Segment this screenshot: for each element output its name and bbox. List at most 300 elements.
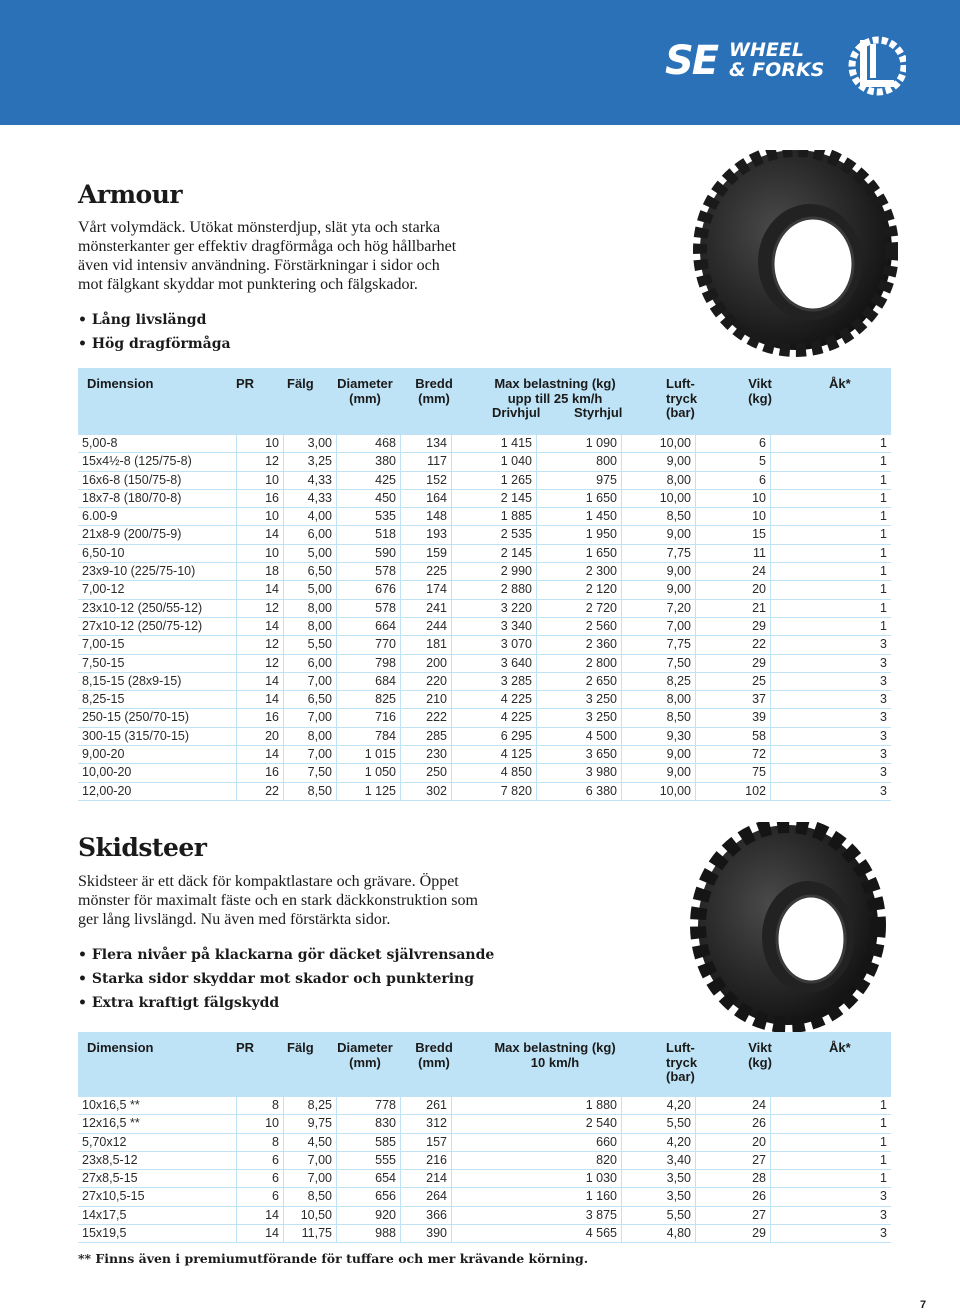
table-cell-text: 5,00 <box>307 545 332 560</box>
table-cell <box>78 673 236 690</box>
table-cell-text: 20 <box>265 728 279 743</box>
table-row <box>78 490 891 508</box>
table-cell <box>78 709 236 726</box>
table-cell-text: 2 540 <box>585 1116 617 1131</box>
table-cell-text: 12 <box>265 454 279 469</box>
table-cell <box>771 709 891 726</box>
table-cell <box>401 783 451 800</box>
table-cell-text: 7,20 <box>666 600 691 615</box>
table-cell-text: 3 875 <box>585 1207 617 1222</box>
table-cell <box>622 728 695 745</box>
table-cell-text: 8,00 <box>666 472 691 487</box>
table-cell-text: 2 880 <box>500 582 532 597</box>
table-cell <box>452 1225 621 1242</box>
armour-table-body <box>78 435 891 801</box>
table-cell-text: 3 <box>880 1226 887 1241</box>
table-cell <box>452 728 536 745</box>
armour-description <box>78 218 456 294</box>
table-cell <box>622 1207 695 1224</box>
table-cell <box>537 655 621 672</box>
table-cell <box>237 764 283 781</box>
table-cell-text: 9,00-20 <box>82 747 125 762</box>
table-cell <box>237 490 283 507</box>
table-cell <box>237 1097 283 1114</box>
col-lufttryck <box>666 1041 697 1085</box>
table-cell-text: 3,50 <box>666 1189 691 1204</box>
table-cell-text: 1 415 <box>500 436 532 450</box>
table-cell-text: 23x10-12 (250/55-12) <box>82 600 203 615</box>
table-cell-text: 11,75 <box>301 1226 332 1241</box>
table-cell <box>337 655 400 672</box>
table-row <box>78 472 891 490</box>
table-cell-text: 7,50 <box>666 655 691 670</box>
table-cell-text: 10,00-20 <box>82 765 132 780</box>
table-cell <box>401 1152 451 1169</box>
table-cell <box>452 1170 621 1187</box>
table-cell-text: 16 <box>265 765 279 780</box>
table-cell-text: 6 380 <box>585 783 617 798</box>
table-cell <box>401 563 451 580</box>
armour-desc-line: Vårt volymdäck. Utökat mönsterdjup, slät yta och starka <box>78 219 441 236</box>
table-cell-text: 14 <box>265 673 279 688</box>
col-ak: Åk* <box>829 376 851 391</box>
table-cell-text: 7,50 <box>307 765 332 780</box>
table-cell-text: 578 <box>375 600 396 615</box>
table-cell-text: 4,50 <box>307 1134 332 1149</box>
table-cell <box>622 1225 695 1242</box>
table-cell <box>78 764 236 781</box>
table-cell <box>771 691 891 708</box>
table-cell-text: 8 <box>272 1134 279 1149</box>
table-cell-text: 366 <box>426 1207 447 1222</box>
table-cell-text: 27x10,5-15 <box>82 1189 145 1204</box>
table-cell-text: 3 980 <box>585 765 617 780</box>
table-cell <box>622 746 695 763</box>
table-cell-text: 214 <box>426 1171 447 1186</box>
table-cell-text: 1 <box>880 509 887 524</box>
col-vikt-label: Vikt <box>748 1040 772 1055</box>
table-cell-text: 1 880 <box>585 1098 617 1112</box>
table-cell <box>452 691 536 708</box>
table-cell-text: 14 <box>265 1207 279 1222</box>
footnote: ** Finns även i premiumutförande för tuffare och mer krävande körning. <box>78 1251 589 1266</box>
skidsteer-bullet: • Extra kraftigt fälgskydd <box>78 991 494 1015</box>
table-cell-text: 241 <box>426 600 447 615</box>
table-cell <box>696 1225 770 1242</box>
table-cell-text: 7,00 <box>307 673 332 688</box>
table-cell <box>622 618 695 635</box>
table-cell-text: 1 015 <box>364 747 396 762</box>
table-cell-text: 656 <box>375 1189 396 1204</box>
table-cell <box>337 1115 400 1132</box>
table-cell-text: 664 <box>375 618 396 633</box>
table-cell <box>78 508 236 525</box>
table-cell <box>696 636 770 653</box>
table-cell-text: 8,25 <box>307 1098 332 1112</box>
table-cell <box>237 1134 283 1151</box>
table-cell <box>78 1225 236 1242</box>
logo-wheel: WHEEL <box>729 39 804 61</box>
table-cell <box>237 618 283 635</box>
table-cell-text: 4 225 <box>500 692 532 707</box>
table-cell-text: 1 <box>880 1152 887 1167</box>
table-cell-text: 1 160 <box>585 1189 617 1204</box>
table-cell-text: 6 <box>759 472 766 487</box>
table-cell-text: 117 <box>427 454 447 469</box>
table-cell <box>401 472 451 489</box>
table-cell <box>452 508 536 525</box>
table-cell <box>78 1134 236 1151</box>
table-cell-text: 830 <box>375 1116 396 1131</box>
table-row <box>78 508 891 526</box>
table-cell-text: 8,00 <box>307 600 332 615</box>
table-cell-text: 16x6-8 (150/75-8) <box>82 472 182 487</box>
table-cell-text: 518 <box>375 527 396 542</box>
table-cell-text: 6,50 <box>307 564 332 579</box>
table-cell-text: 220 <box>426 673 447 688</box>
table-cell-text: 8,50 <box>666 509 691 524</box>
table-row <box>78 728 891 746</box>
table-cell-text: 3 <box>880 747 887 762</box>
table-cell <box>337 1134 400 1151</box>
table-cell <box>622 581 695 598</box>
table-cell-text: 261 <box>426 1098 447 1112</box>
table-cell-text: 1 <box>880 618 887 633</box>
table-cell <box>696 655 770 672</box>
table-cell-text: 4,33 <box>307 472 332 487</box>
table-cell-text: 244 <box>426 618 447 633</box>
table-cell-text: 5,00 <box>307 582 332 597</box>
col-luft-1: Luft- <box>666 376 695 391</box>
table-cell <box>452 490 536 507</box>
table-cell-text: 8 <box>272 1098 279 1112</box>
table-cell-text: 12 <box>265 600 279 615</box>
table-cell-text: 7,00-15 <box>82 637 125 652</box>
col-diameter-unit: (mm) <box>349 1054 381 1070</box>
table-cell-text: 654 <box>375 1171 396 1186</box>
table-cell-text: 193 <box>426 527 447 542</box>
table-cell <box>452 453 536 470</box>
table-cell <box>337 673 400 690</box>
table-cell <box>696 435 770 452</box>
table-cell-text: 10 <box>265 436 279 450</box>
table-cell-text: 12 <box>265 655 279 670</box>
col-vikt <box>744 377 776 406</box>
table-cell <box>452 1152 621 1169</box>
table-cell-text: 7,00 <box>307 747 332 762</box>
table-cell <box>401 1134 451 1151</box>
table-cell-text: 3 340 <box>500 618 532 633</box>
table-cell <box>78 655 236 672</box>
table-cell-text: 10,00 <box>659 490 691 505</box>
table-cell-text: 1 885 <box>500 509 532 524</box>
table-cell-text: 2 560 <box>585 618 617 633</box>
table-cell <box>401 655 451 672</box>
table-row <box>78 545 891 563</box>
table-cell <box>622 1134 695 1151</box>
table-cell <box>284 691 336 708</box>
table-cell <box>337 600 400 617</box>
table-cell <box>401 508 451 525</box>
table-cell <box>284 728 336 745</box>
col-luft-3: (bar) <box>666 1069 695 1084</box>
table-cell-text: 14 <box>265 692 279 707</box>
table-cell-text: 14 <box>265 1226 279 1241</box>
table-row <box>78 1225 891 1243</box>
table-cell <box>237 508 283 525</box>
table-cell <box>284 545 336 562</box>
table-cell <box>401 1170 451 1187</box>
table-cell-text: 1 265 <box>500 472 532 487</box>
table-cell <box>452 636 536 653</box>
table-cell <box>284 673 336 690</box>
col-bredd-label: Bredd <box>415 1040 453 1055</box>
table-cell <box>337 545 400 562</box>
table-cell <box>771 783 891 800</box>
table-cell <box>401 728 451 745</box>
table-cell <box>537 563 621 580</box>
table-cell-text: 27x8,5-15 <box>82 1171 138 1186</box>
header-band <box>0 0 960 125</box>
table-cell-text: 3 <box>880 1207 887 1222</box>
table-cell <box>452 563 536 580</box>
table-cell-text: 8,15-15 (28x9-15) <box>82 673 182 688</box>
table-row <box>78 1134 891 1152</box>
table-cell <box>401 600 451 617</box>
table-cell <box>622 691 695 708</box>
col-vikt <box>744 1041 776 1070</box>
table-cell <box>237 435 283 452</box>
table-cell <box>78 472 236 489</box>
table-cell-text: 28 <box>752 1171 766 1186</box>
table-cell <box>284 1225 336 1242</box>
table-cell-text: 7,00 <box>666 618 691 633</box>
table-cell <box>537 435 621 452</box>
table-cell <box>284 618 336 635</box>
table-cell-text: 5,00-8 <box>82 436 118 450</box>
table-cell-text: 15x19,5 <box>82 1226 127 1241</box>
table-cell <box>78 783 236 800</box>
table-cell <box>622 435 695 452</box>
table-cell-text: 15x4½-8 (125/75-8) <box>82 454 192 469</box>
table-cell-text: 425 <box>375 472 396 487</box>
brand-logo <box>665 36 925 96</box>
table-cell-text: 225 <box>426 564 447 579</box>
table-cell <box>771 618 891 635</box>
table-cell-text: 535 <box>375 509 396 524</box>
table-cell-text: 800 <box>596 454 617 469</box>
table-cell <box>78 1097 236 1114</box>
table-cell-text: 11 <box>753 545 766 560</box>
table-cell <box>696 673 770 690</box>
table-cell-text: 27 <box>752 1207 766 1222</box>
skidsteer-title: Skidsteer <box>78 833 207 862</box>
table-cell-text: 12 <box>265 637 279 652</box>
armour-title: Armour <box>78 180 183 209</box>
table-cell-text: 3 250 <box>585 710 617 725</box>
table-cell-text: 4,20 <box>666 1134 691 1149</box>
table-row <box>78 1097 891 1115</box>
table-cell <box>78 1207 236 1224</box>
table-cell <box>284 600 336 617</box>
table-cell-text: 58 <box>752 728 766 743</box>
table-cell <box>537 600 621 617</box>
table-cell-text: 6 295 <box>500 728 532 743</box>
table-cell-text: 222 <box>426 710 447 725</box>
table-cell-text: 8,00 <box>307 618 332 633</box>
table-row <box>78 709 891 727</box>
table-cell <box>452 764 536 781</box>
table-cell <box>337 636 400 653</box>
col-max-sub: upp till 25 km/h <box>507 390 603 406</box>
table-cell <box>696 618 770 635</box>
table-cell <box>237 581 283 598</box>
table-row <box>78 691 891 709</box>
col-diameter-unit: (mm) <box>349 390 381 406</box>
table-cell <box>537 508 621 525</box>
table-cell <box>696 453 770 470</box>
table-cell <box>284 1170 336 1187</box>
table-cell <box>337 472 400 489</box>
table-cell <box>622 1097 695 1114</box>
col-max-belastning <box>480 1041 630 1070</box>
table-cell <box>771 1115 891 1132</box>
table-cell-text: 975 <box>596 472 617 487</box>
table-cell <box>537 691 621 708</box>
table-cell <box>771 1134 891 1151</box>
col-bredd <box>408 1041 460 1070</box>
table-cell <box>337 691 400 708</box>
col-drivhjul: Drivhjul <box>492 405 541 420</box>
table-cell-text: 164 <box>426 490 447 505</box>
table-cell-text: 200 <box>426 655 447 670</box>
skidsteer-bullets <box>78 943 494 1015</box>
table-cell <box>622 490 695 507</box>
table-cell-text: 9,30 <box>666 728 691 743</box>
table-cell-text: 784 <box>375 728 396 743</box>
table-cell <box>696 545 770 562</box>
table-cell <box>401 746 451 763</box>
table-cell-text: 250-15 (250/70-15) <box>82 710 190 725</box>
table-cell-text: 3 285 <box>500 673 532 688</box>
col-vikt-unit: (kg) <box>748 1054 772 1070</box>
table-cell-text: 1 <box>880 527 887 542</box>
table-cell <box>622 563 695 580</box>
table-cell-text: 9,75 <box>307 1116 332 1131</box>
table-cell-text: 7,00 <box>307 1171 332 1186</box>
table-cell-text: 3 250 <box>585 692 617 707</box>
table-cell-text: 2 535 <box>500 527 532 542</box>
table-cell-text: 468 <box>375 436 396 450</box>
table-cell <box>337 490 400 507</box>
table-cell-text: 590 <box>375 545 396 560</box>
table-cell <box>537 764 621 781</box>
table-cell-text: 26 <box>752 1189 766 1204</box>
table-cell <box>622 472 695 489</box>
table-cell-text: 26 <box>752 1116 766 1131</box>
table-cell <box>771 746 891 763</box>
col-dimension: Dimension <box>87 376 154 391</box>
table-cell <box>237 526 283 543</box>
table-cell-text: 9,00 <box>666 582 691 597</box>
table-row <box>78 563 891 581</box>
logo-tire-fork-icon <box>848 36 906 96</box>
table-cell <box>337 783 400 800</box>
table-cell-text: 3 <box>880 765 887 780</box>
table-cell-text: 152 <box>426 472 447 487</box>
table-row <box>78 435 891 453</box>
table-cell-text: 14 <box>265 582 279 597</box>
table-cell-text: 390 <box>426 1226 447 1241</box>
table-cell <box>696 1152 770 1169</box>
table-cell <box>78 691 236 708</box>
table-cell-text: 10,50 <box>300 1207 332 1222</box>
table-cell <box>452 545 536 562</box>
table-cell-text: 9,00 <box>666 765 691 780</box>
table-cell <box>537 728 621 745</box>
col-pr: PR <box>236 376 255 391</box>
table-cell-text: 8,00 <box>307 728 332 743</box>
table-cell-text: 2 990 <box>500 564 532 579</box>
table-cell-text: 1 <box>880 436 887 450</box>
table-cell-text: 6 <box>759 436 766 450</box>
table-cell <box>401 1225 451 1242</box>
table-cell-text: 1 040 <box>500 454 532 469</box>
table-cell <box>452 655 536 672</box>
table-cell <box>284 563 336 580</box>
table-cell <box>337 1097 400 1114</box>
table-cell-text: 676 <box>375 582 396 597</box>
table-cell <box>401 526 451 543</box>
table-cell-text: 14 <box>265 618 279 633</box>
table-cell-text: 75 <box>752 765 766 780</box>
table-cell <box>696 1170 770 1187</box>
table-cell <box>401 709 451 726</box>
table-cell <box>401 453 451 470</box>
table-cell <box>696 1097 770 1114</box>
table-cell-text: 3 640 <box>500 655 532 670</box>
col-max-belastning <box>480 377 630 406</box>
table-cell <box>237 673 283 690</box>
table-cell-text: 20 <box>752 582 766 597</box>
table-cell-text: 27 <box>752 1152 766 1167</box>
table-cell-text: 148 <box>426 509 447 524</box>
table-cell-text: 716 <box>375 710 396 725</box>
table-cell <box>696 508 770 525</box>
table-cell-text: 3 <box>880 710 887 725</box>
table-cell-text: 1 <box>880 545 887 560</box>
table-cell <box>696 1115 770 1132</box>
table-cell-text: 4 850 <box>500 765 532 780</box>
table-cell <box>771 1170 891 1187</box>
table-cell-text: 27x10-12 (250/75-12) <box>82 618 203 633</box>
table-cell <box>452 746 536 763</box>
table-cell <box>237 691 283 708</box>
table-cell <box>771 490 891 507</box>
table-cell <box>537 783 621 800</box>
table-cell <box>771 655 891 672</box>
table-cell-text: 6,00 <box>307 527 332 542</box>
table-cell <box>696 709 770 726</box>
table-cell-text: 7,00 <box>307 710 332 725</box>
table-cell <box>696 526 770 543</box>
col-vikt-unit: (kg) <box>748 390 772 406</box>
table-cell-text: 250 <box>426 765 447 780</box>
table-cell <box>771 453 891 470</box>
table-cell-text: 3 <box>880 692 887 707</box>
table-cell-text: 9,00 <box>666 747 691 762</box>
table-cell-text: 2 650 <box>585 673 617 688</box>
